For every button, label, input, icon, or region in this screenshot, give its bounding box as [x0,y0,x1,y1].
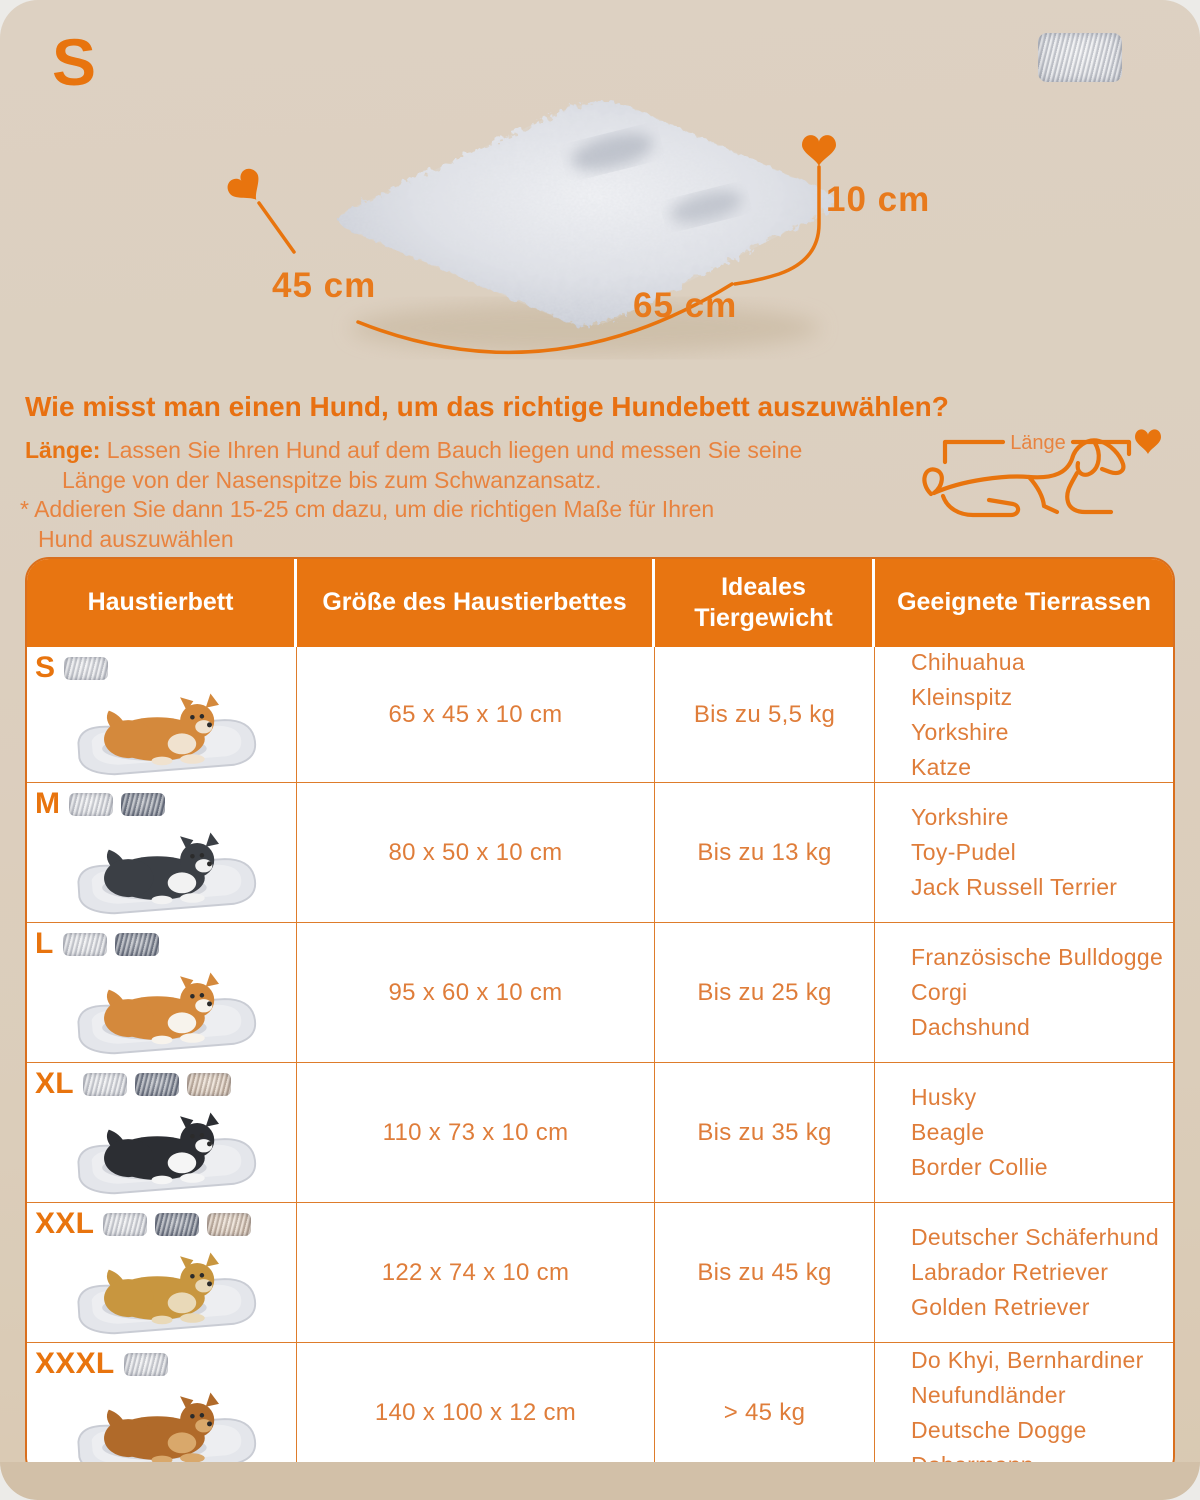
weight-cell: Bis zu 35 kg [655,1063,875,1202]
table-row [27,647,1173,782]
dog-photo [48,1102,276,1199]
depth-arrow [224,165,294,252]
swatch-list [63,933,159,956]
swatch-list [124,1353,168,1376]
breed-item: Border Collie [911,1154,1048,1180]
dog-outline-icon [905,418,1175,556]
bed-image [0,0,1200,390]
width-dimension-label: 65 cm [633,286,738,325]
swatch-list [83,1073,231,1096]
color-swatch [124,1353,168,1376]
color-swatch [121,793,165,816]
size-label: XXL [35,1207,95,1240]
bed-size-cell: 95 x 60 x 10 cm [297,923,655,1062]
header-cell-size: Größe des Haustierbettes [297,559,655,647]
size-label: M [35,787,61,820]
color-swatch [207,1213,251,1236]
color-swatch [103,1213,147,1236]
length-prefix: Länge: [25,437,101,463]
size-label: L [35,927,54,960]
height-dimension-label: 10 cm [826,180,931,219]
measure-instructions [20,436,905,554]
breed-list [911,1222,1159,1323]
bottom-band [0,1462,1200,1500]
bed-size-cell: 110 x 73 x 10 cm [297,1063,655,1202]
weight-cell: > 45 kg [655,1343,875,1482]
breed-item: Beagle [911,1119,985,1145]
weight-cell: Bis zu 25 kg [655,923,875,1062]
breed-item: Husky [911,1084,977,1110]
table-row [27,782,1173,922]
instruction-note: * Addieren Sie dann 15-25 cm dazu, um die richtigen Maße für Ihren [20,496,715,522]
size-label: XXXL [35,1347,115,1380]
table-row [27,1202,1173,1342]
weight-cell: Bis zu 13 kg [655,783,875,922]
bed-size-cell: 80 x 50 x 10 cm [297,783,655,922]
weight-cell: Bis zu 45 kg [655,1203,875,1342]
swatch-list [64,657,108,680]
breed-item: Chihuahua [911,649,1025,675]
fabric-swatch [1038,33,1122,82]
hero-size-letter: S [52,25,98,99]
color-swatch [115,933,159,956]
breed-list [911,802,1117,903]
bed-size-cell: 140 x 100 x 12 cm [297,1343,655,1482]
bed-cell [27,783,297,922]
color-swatch [63,933,107,956]
breeds-cell [875,647,1173,783]
breed-item: Deutscher Schäferhund [911,1224,1159,1250]
breed-item: Do Khyi, Bernhardiner [911,1346,1144,1373]
breed-list [911,1082,1048,1183]
breed-list [911,647,1025,783]
color-swatch [64,657,108,680]
breed-item: Kleinspitz [911,684,1013,710]
bed-cell [27,647,297,783]
instruction-line: Länge: Lassen Sie Ihren Hund auf dem Bauch liegen und messen Sie seine [25,437,803,463]
breed-item: Französische Bulldogge [911,944,1164,970]
table-body [27,647,1173,1482]
breed-item: Katze [911,754,972,780]
breed-item: Corgi [911,979,968,1005]
hero-section [0,0,1200,390]
weight-cell: Bis zu 5,5 kg [655,647,875,783]
breed-item: Dachshund [911,1014,1031,1040]
size-label: XL [35,1067,74,1100]
header-cell-weight: Ideales Tiergewicht [655,559,875,647]
breed-item: Golden Retriever [911,1294,1090,1320]
breed-item: Yorkshire [911,719,1009,745]
size-table [25,557,1175,1484]
color-swatch [187,1073,231,1096]
depth-dimension-label: 45 cm [272,266,377,305]
breed-item: Yorkshire [911,804,1009,830]
swatch-list [69,793,165,816]
instruction-note: Hund auszuwählen [38,525,234,552]
diagram-length-label: Länge [1010,432,1066,454]
header-cell-breeds: Geeignete Tierrassen [897,588,1151,617]
dog-photo [48,822,276,919]
section-heading: Wie misst man einen Hund, um das richtige Hundebett auszuwählen? [25,391,949,422]
swatch-list [103,1213,251,1236]
breed-item: Labrador Retriever [911,1259,1109,1285]
table-row [27,1342,1173,1482]
bed-cell [27,923,297,1062]
color-swatch [155,1213,199,1236]
bed-cell [27,1063,297,1202]
color-swatch [83,1073,127,1096]
dog-photo [48,683,276,780]
breeds-cell [875,1203,1173,1342]
breed-list [911,1345,1144,1481]
bed-size-cell: 122 x 74 x 10 cm [297,1203,655,1342]
breed-list [911,942,1163,1043]
bed-cell [27,1203,297,1342]
breed-item: Jack Russell Terrier [911,874,1118,900]
dog-photo [48,962,276,1059]
table-header [27,559,1173,647]
breed-item: Neufundländer [911,1381,1066,1408]
table-row [27,1062,1173,1202]
color-swatch [135,1073,179,1096]
heart-icon [1135,429,1161,454]
instruction-line: Länge von der Nasenspitze bis zum Schwanzansatz. [62,466,602,493]
breeds-cell [875,923,1173,1062]
size-label: S [35,651,56,684]
breeds-cell [875,1063,1173,1202]
color-swatch [69,793,113,816]
dog-photo [48,1242,276,1339]
table-row [27,922,1173,1062]
header-cell-bed: Haustierbett [27,559,297,647]
breeds-cell [875,783,1173,922]
breed-item: Deutsche Dogge [911,1416,1087,1443]
bed-size-cell: 65 x 45 x 10 cm [297,647,655,783]
breed-item: Toy-Pudel [911,839,1016,865]
